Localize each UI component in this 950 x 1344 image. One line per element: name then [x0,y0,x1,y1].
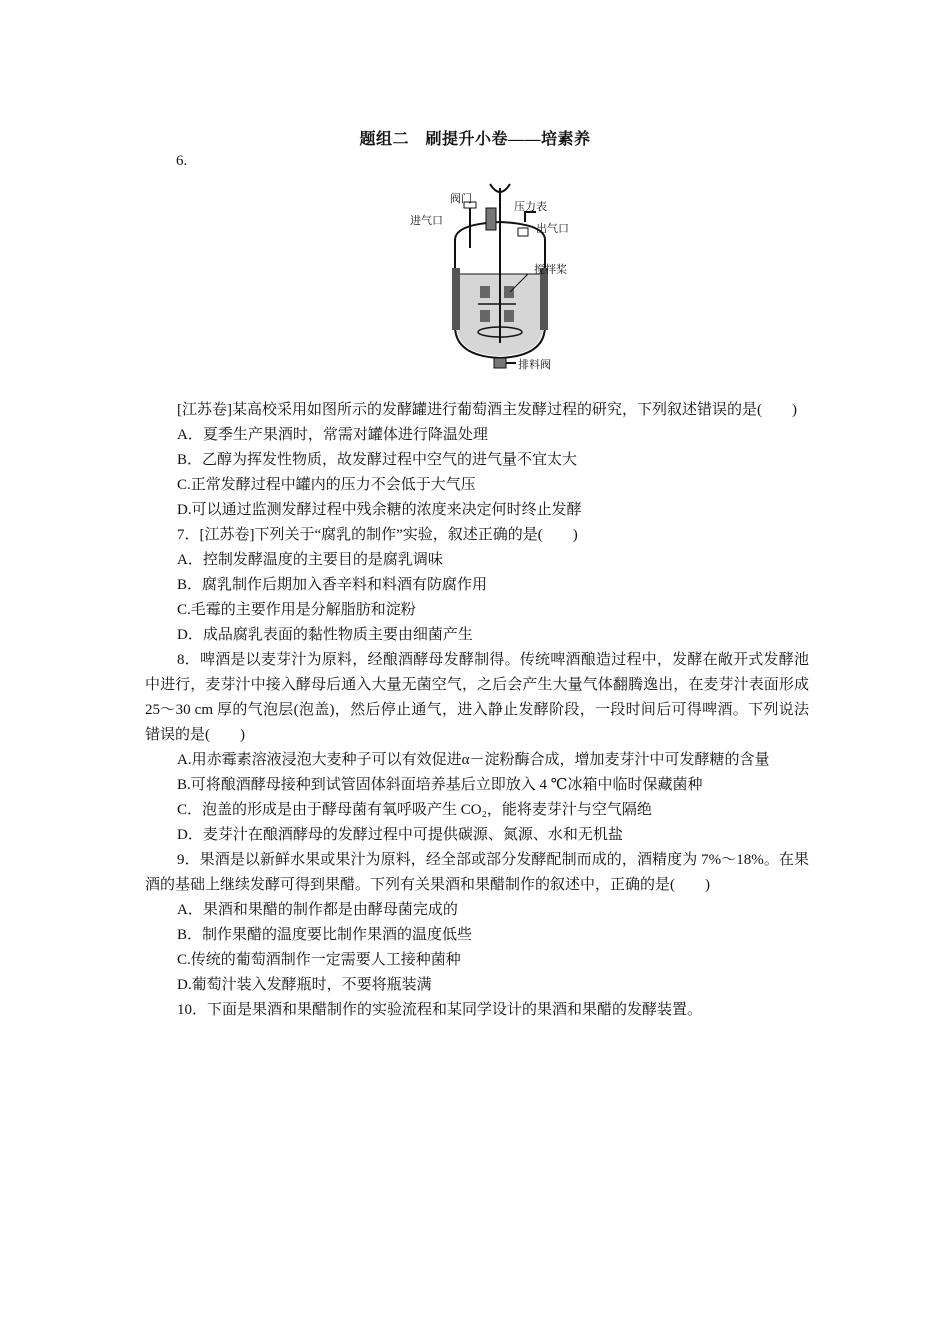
question-6-option-d: D.可以通过监测发酵过程中残余糖的浓度来决定何时终止发酵 [177,502,582,518]
question-8-option-d: D．麦芽汁在酿酒酵母的发酵过程中可提供碳源、氮源、水和无机盐 [177,827,623,843]
question-9-stem: 9．果酒是以新鲜水果或果汁为原料，经全部或部分发酵配制而成的，酒精度为 7%～18%。在果酒的基础上继续发酵可得到果醋。下列有关果酒和果醋制作的叙述中，正确的是( ) [145,852,809,893]
question-9-option-c: C.传统的葡萄酒制作一定需要人工接种菌种 [177,952,461,968]
question-7-option-a: A．控制发酵温度的主要目的是腐乳调味 [177,552,443,568]
question-6-number: 6. [176,153,188,169]
question-10-stem: 10．下面是果酒和果醋制作的实验流程和某同学设计的果酒和果醋的发酵装置。 [177,1002,703,1018]
question-6-option-c: C.正常发酵过程中罐内的压力不会低于大气压 [177,477,476,493]
label-gauge: 压力表 [514,201,547,213]
question-9-option-b: B．制作果醋的温度要比制作果酒的温度低些 [177,927,473,943]
question-6-stem: [江苏卷]某高校采用如图所示的发酵罐进行葡萄酒主发酵过程的研究，下列叙述错误的是( ) [177,402,797,418]
question-7-stem: 7．[江苏卷]下列关于“腐乳的制作”实验，叙述正确的是( ) [177,527,578,543]
question-7-option-c: C.毛霉的主要作用是分解脂肪和淀粉 [177,602,416,618]
question-7-option-d: D．成品腐乳表面的黏性物质主要由细菌产生 [177,627,473,643]
label-outlet: 出气口 [536,223,569,235]
question-8-stem: 8．啤酒是以麦芽汁为原料，经酿酒酵母发酵制得。传统啤酒酿造过程中，发酵在敞开式发酵池中进行，麦芽汁中接入酵母后通入大量无菌空气，之后会产生大量气体翻腾逸出，在麦芽汁表面形成 25～30 cm 厚的气泡层(泡盖)，然后停止通气，进入静止发酵阶段，一段时间后可得啤酒。下列说法错误的是( ) [145,652,809,743]
fermenter-diagram [400,178,600,378]
question-9-option-a: A．果酒和果醋的制作都是由酵母菌完成的 [177,902,458,918]
label-valve: 阀门 [450,193,472,205]
question-8-option-a: A.用赤霉素溶液浸泡大麦种子可以有效促进α－淀粉酶合成，增加麦芽汁中可发酵糖的含量 [177,752,770,768]
question-7-option-b: B．腐乳制作后期加入香辛料和料酒有防腐作用 [177,577,488,593]
question-9-option-d: D.葡萄汁装入发酵瓶时，不要将瓶装满 [177,977,432,993]
label-drain: 排料阀 [518,359,551,371]
question-8-option-c: C．泡盖的形成是由于酵母菌有氧呼吸产生 CO₂，能将麦芽汁与空气隔绝 [177,802,652,818]
question-6-option-b: B．乙醇为挥发性物质，故发酵过程中空气的进气量不宜太大 [177,452,578,468]
page-title: 题组二 刷提升小卷——培素养 [359,131,591,148]
question-8-option-b: B.可将酿酒酵母接种到试管固体斜面培养基后立即放入 4 ℃冰箱中临时保藏菌种 [177,777,703,793]
label-stirrer: 搅拌桨 [534,264,567,276]
label-inlet: 进气口 [410,215,443,227]
question-body [145,398,809,1023]
question-6-option-a: A．夏季生产果酒时，常需对罐体进行降温处理 [177,427,488,443]
